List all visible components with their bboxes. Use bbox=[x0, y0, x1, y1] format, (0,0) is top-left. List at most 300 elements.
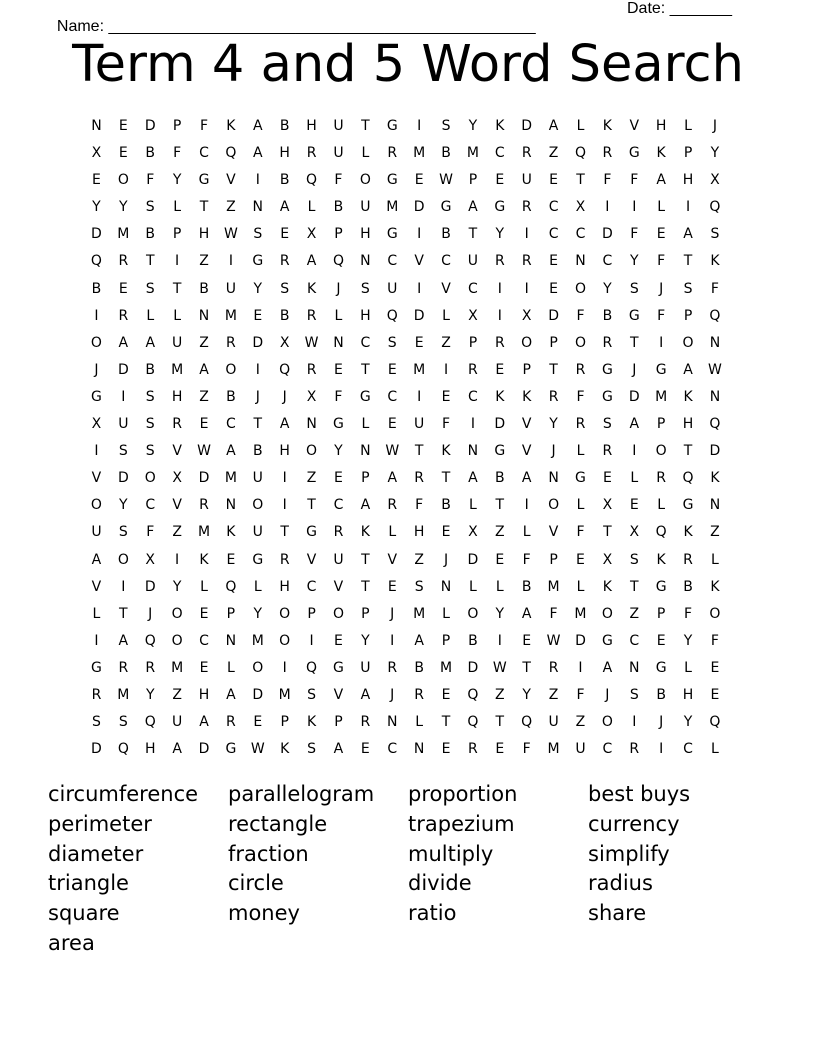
grid-letter: I bbox=[470, 416, 475, 433]
grid-letter: T bbox=[441, 714, 451, 731]
grid-letter: G bbox=[682, 497, 694, 514]
grid-letter: R bbox=[521, 145, 532, 162]
grid-letter: S bbox=[629, 280, 639, 297]
grid-letter: L bbox=[657, 199, 666, 216]
grid-letter: Y bbox=[334, 443, 343, 460]
grid-letter: O bbox=[171, 632, 183, 649]
grid-letter: D bbox=[198, 470, 210, 487]
grid-letter: E bbox=[334, 470, 343, 487]
grid-letter: D bbox=[709, 443, 721, 460]
grid-letter: T bbox=[549, 361, 558, 378]
grid-letter: D bbox=[575, 632, 586, 649]
grid-letter: R bbox=[602, 145, 613, 162]
grid-letter: A bbox=[306, 253, 317, 270]
grid-letter: Y bbox=[683, 632, 693, 649]
grid-letter: N bbox=[575, 253, 586, 270]
grid-letter: H bbox=[306, 118, 317, 134]
grid-letter: Z bbox=[495, 686, 505, 703]
grid-letter: B bbox=[145, 361, 156, 378]
grid-letter: K bbox=[602, 118, 612, 134]
grid-letter: R bbox=[629, 741, 640, 758]
grid-letter: L bbox=[469, 578, 477, 595]
grid-letter: M bbox=[547, 741, 560, 758]
grid-letter: E bbox=[656, 632, 666, 649]
grid-letter: O bbox=[467, 605, 479, 622]
grid-letter: W bbox=[304, 334, 319, 351]
grid-letter: S bbox=[387, 334, 397, 351]
grid-letter: A bbox=[548, 118, 559, 134]
grid-letter: D bbox=[117, 361, 129, 378]
grid-letter: Y bbox=[495, 605, 505, 622]
grid-letter: T bbox=[683, 253, 693, 270]
grid-letter: J bbox=[94, 361, 99, 378]
grid-letter: K bbox=[280, 741, 290, 758]
word-list-item: area bbox=[48, 930, 95, 955]
grid-letter: U bbox=[333, 118, 344, 134]
grid-letter: G bbox=[198, 172, 210, 189]
grid-letter: E bbox=[656, 226, 666, 243]
grid-letter: A bbox=[333, 741, 344, 758]
grid-letter: A bbox=[226, 686, 236, 703]
grid-letter: M bbox=[386, 199, 399, 216]
grid-letter: L bbox=[576, 118, 585, 134]
grid-letter: O bbox=[574, 280, 586, 297]
grid-letter: Y bbox=[710, 145, 720, 162]
grid-letter: F bbox=[630, 226, 639, 243]
grid-letter: R bbox=[360, 714, 371, 731]
grid-letter: S bbox=[145, 388, 155, 405]
grid-letter: P bbox=[656, 416, 666, 433]
grid-letter: E bbox=[441, 388, 451, 405]
name-field-label: Name: ________________________________________________ bbox=[56, 18, 536, 35]
grid-letter: P bbox=[172, 118, 182, 134]
grid-letter: X bbox=[602, 551, 613, 568]
grid-letter: N bbox=[306, 416, 317, 433]
grid-letter: M bbox=[547, 578, 560, 595]
grid-letter: A bbox=[414, 632, 424, 649]
grid-letter: Y bbox=[92, 199, 101, 216]
grid-letter: U bbox=[91, 524, 102, 541]
grid-letter: L bbox=[334, 307, 343, 324]
grid-letter: V bbox=[387, 551, 398, 568]
grid-letter: A bbox=[656, 172, 666, 189]
grid-letter: P bbox=[656, 605, 666, 622]
grid-letter: C bbox=[387, 253, 398, 270]
grid-letter: Z bbox=[575, 714, 586, 731]
grid-letter: F bbox=[173, 145, 182, 162]
grid-letter: R bbox=[145, 659, 156, 676]
grid-letter: K bbox=[710, 253, 720, 270]
grid-letter: N bbox=[252, 199, 264, 216]
grid-letter: S bbox=[92, 714, 101, 731]
grid-letter: T bbox=[522, 659, 531, 676]
grid-letter: C bbox=[441, 253, 451, 270]
grid-letter: I bbox=[255, 361, 260, 378]
grid-letter: R bbox=[575, 361, 586, 378]
grid-letter: G bbox=[225, 741, 237, 758]
grid-letter: T bbox=[280, 524, 289, 541]
grid-letter: N bbox=[467, 443, 479, 460]
grid-letter: E bbox=[334, 632, 343, 649]
grid-letter: L bbox=[173, 307, 182, 324]
grid-letter: R bbox=[279, 253, 290, 270]
grid-letter: E bbox=[495, 172, 505, 189]
grid-letter: I bbox=[282, 659, 287, 676]
grid-letter: G bbox=[655, 659, 667, 676]
grid-letter: P bbox=[468, 172, 478, 189]
grid-letter: T bbox=[441, 470, 451, 487]
word-list-item: currency bbox=[588, 811, 680, 836]
grid-letter: N bbox=[629, 659, 640, 676]
grid-letter: J bbox=[282, 388, 287, 405]
grid-letter: P bbox=[334, 226, 343, 243]
grid-letter: V bbox=[629, 118, 640, 134]
grid-letter: S bbox=[629, 686, 639, 703]
grid-letter: C bbox=[494, 145, 505, 162]
grid-letter: Z bbox=[199, 388, 209, 405]
word-list-item: perimeter bbox=[48, 811, 152, 836]
grid-letter: M bbox=[413, 605, 426, 622]
grid-letter: Y bbox=[119, 497, 128, 514]
grid-letter: M bbox=[197, 524, 211, 541]
grid-letter: E bbox=[387, 578, 397, 595]
grid-letter: I bbox=[228, 253, 233, 270]
grid-letter: X bbox=[172, 470, 182, 487]
grid-letter: F bbox=[522, 741, 531, 758]
grid-letter: F bbox=[576, 686, 585, 703]
grid-letter: A bbox=[683, 226, 693, 243]
grid-letter: Q bbox=[117, 741, 129, 758]
grid-letter: H bbox=[279, 145, 290, 162]
grid-letter: Z bbox=[199, 253, 209, 270]
grid-letter: W bbox=[250, 741, 265, 758]
grid-letter: R bbox=[548, 659, 559, 676]
grid-letter: O bbox=[90, 334, 102, 351]
grid-letter: Y bbox=[361, 632, 370, 649]
grid-letter: F bbox=[710, 280, 719, 297]
grid-letter: Q bbox=[709, 416, 721, 433]
grid-letter: Q bbox=[279, 361, 291, 378]
word-list-item: ratio bbox=[408, 901, 457, 926]
grid-letter: O bbox=[117, 172, 129, 189]
grid-letter: U bbox=[360, 659, 371, 676]
word-list-item: diameter bbox=[48, 841, 144, 866]
grid-letter: A bbox=[118, 632, 129, 649]
grid-letter: L bbox=[522, 524, 531, 541]
grid-letter: Z bbox=[548, 686, 559, 703]
grid-letter: L bbox=[576, 443, 585, 460]
grid-letter: F bbox=[603, 172, 612, 189]
grid-letter: K bbox=[710, 578, 720, 595]
grid-letter: G bbox=[655, 578, 667, 595]
grid-letter: Q bbox=[682, 470, 694, 487]
grid-letter: G bbox=[359, 388, 371, 405]
grid-letter: A bbox=[118, 334, 129, 351]
grid-letter: K bbox=[199, 551, 209, 568]
grid-letter: Y bbox=[253, 280, 263, 297]
grid-letter: I bbox=[282, 497, 287, 514]
grid-letter: K bbox=[360, 524, 370, 541]
grid-letter: I bbox=[175, 253, 180, 270]
grid-letter: E bbox=[549, 280, 559, 297]
word-list-item: money bbox=[228, 901, 300, 926]
grid-letter: J bbox=[336, 280, 341, 297]
grid-letter: W bbox=[385, 443, 400, 460]
grid-letter: O bbox=[252, 659, 264, 676]
grid-letter: O bbox=[682, 334, 694, 351]
grid-letter: E bbox=[253, 714, 263, 731]
grid-letter: L bbox=[469, 497, 477, 514]
grid-letter: P bbox=[468, 334, 478, 351]
grid-letter: I bbox=[417, 226, 422, 243]
grid-letter: R bbox=[602, 334, 613, 351]
grid-letter: V bbox=[91, 578, 102, 595]
grid-letter: G bbox=[91, 659, 102, 676]
grid-letter: A bbox=[521, 470, 532, 487]
grid-letter: D bbox=[252, 686, 264, 703]
grid-letter: K bbox=[495, 118, 505, 134]
grid-letter: E bbox=[710, 659, 720, 676]
grid-letter: A bbox=[145, 334, 156, 351]
grid-letter: H bbox=[279, 443, 290, 460]
grid-letter: M bbox=[655, 388, 668, 405]
grid-letter: B bbox=[279, 307, 290, 324]
grid-letter: R bbox=[521, 199, 532, 216]
grid-letter: B bbox=[441, 145, 451, 162]
grid-letter: G bbox=[494, 443, 506, 460]
grid-letter: T bbox=[307, 497, 316, 514]
grid-letter: P bbox=[361, 470, 370, 487]
grid-letter: T bbox=[361, 118, 370, 134]
word-list-item: parallelogram bbox=[228, 782, 375, 806]
grid-letter: R bbox=[575, 416, 586, 433]
grid-letter: I bbox=[578, 659, 583, 676]
grid-letter: Q bbox=[574, 145, 586, 162]
grid-letter: W bbox=[546, 632, 561, 649]
grid-letter: Q bbox=[521, 714, 533, 731]
grid-letter: O bbox=[225, 361, 237, 378]
grid-letter: O bbox=[144, 470, 156, 487]
grid-letter: M bbox=[251, 632, 264, 649]
grid-letter: U bbox=[387, 280, 398, 297]
grid-letter: R bbox=[306, 145, 317, 162]
grid-letter: B bbox=[414, 659, 424, 676]
grid-letter: X bbox=[521, 307, 532, 324]
grid-letter: E bbox=[387, 416, 397, 433]
grid-letter: I bbox=[659, 334, 664, 351]
grid-letter: E bbox=[360, 741, 370, 758]
grid-letter: B bbox=[521, 578, 532, 595]
grid-letter: B bbox=[683, 578, 693, 595]
grid-letter: P bbox=[307, 605, 316, 622]
grid-letter: C bbox=[360, 334, 371, 351]
grid-letter: P bbox=[226, 605, 236, 622]
grid-letter: X bbox=[468, 307, 478, 324]
grid-letter: L bbox=[307, 199, 316, 216]
grid-letter: M bbox=[171, 361, 184, 378]
grid-letter: U bbox=[252, 524, 263, 541]
grid-letter: Q bbox=[90, 253, 102, 270]
grid-letter: X bbox=[145, 551, 156, 568]
grid-letter: L bbox=[576, 578, 585, 595]
grid-letter: U bbox=[333, 551, 344, 568]
grid-letter: H bbox=[682, 686, 694, 703]
grid-letter: J bbox=[712, 118, 717, 134]
grid-letter: E bbox=[199, 659, 209, 676]
grid-letter: G bbox=[333, 416, 344, 433]
grid-letter: S bbox=[360, 280, 370, 297]
grid-letter: C bbox=[199, 145, 209, 162]
grid-letter: Y bbox=[603, 280, 612, 297]
word-list-item: rectangle bbox=[228, 811, 328, 836]
grid-letter: L bbox=[657, 497, 666, 514]
grid-letter: Z bbox=[414, 551, 424, 568]
grid-letter: O bbox=[252, 497, 264, 514]
grid-letter: R bbox=[387, 659, 398, 676]
grid-letter: S bbox=[414, 578, 424, 595]
grid-letter: N bbox=[198, 307, 210, 324]
grid-letter: R bbox=[494, 253, 505, 270]
grid-letter: Q bbox=[225, 578, 237, 595]
date-field-label: Date: _______ bbox=[627, 0, 732, 17]
grid-letter: S bbox=[145, 280, 155, 297]
grid-letter: X bbox=[91, 416, 102, 433]
grid-letter: Y bbox=[253, 605, 263, 622]
grid-letter: E bbox=[495, 361, 505, 378]
grid-letter: B bbox=[226, 388, 236, 405]
grid-letter: Q bbox=[386, 307, 398, 324]
grid-letter: I bbox=[94, 632, 99, 649]
grid-letter: Y bbox=[522, 686, 531, 703]
grid-letter: C bbox=[306, 578, 317, 595]
grid-letter: M bbox=[439, 659, 453, 676]
grid-letter: B bbox=[91, 280, 102, 297]
grid-letter: M bbox=[224, 470, 237, 487]
grid-letter: X bbox=[306, 388, 317, 405]
grid-letter: Q bbox=[306, 172, 318, 189]
grid-letter: H bbox=[360, 307, 371, 324]
grid-letter: U bbox=[414, 416, 425, 433]
grid-letter: F bbox=[657, 307, 666, 324]
grid-letter: R bbox=[387, 497, 398, 514]
grid-letter: D bbox=[117, 470, 129, 487]
grid-letter: J bbox=[605, 686, 610, 703]
grid-letter: K bbox=[683, 388, 693, 405]
grid-letter: N bbox=[387, 714, 398, 731]
grid-letter: I bbox=[94, 443, 99, 460]
grid-letter: D bbox=[144, 578, 156, 595]
grid-letter: J bbox=[390, 605, 395, 622]
grid-letter: W bbox=[223, 226, 238, 243]
grid-letter: H bbox=[413, 524, 425, 541]
grid-letter: D bbox=[521, 118, 533, 134]
grid-letter: V bbox=[548, 524, 559, 541]
grid-letter: S bbox=[253, 226, 263, 243]
grid-letter: C bbox=[602, 741, 613, 758]
grid-letter: L bbox=[495, 578, 504, 595]
grid-letter: H bbox=[682, 416, 694, 433]
grid-letter: U bbox=[252, 470, 263, 487]
grid-letter: Q bbox=[467, 686, 479, 703]
grid-letter: X bbox=[306, 226, 317, 243]
grid-letter: P bbox=[549, 334, 558, 351]
grid-letter: D bbox=[467, 659, 479, 676]
grid-letter: F bbox=[199, 118, 209, 134]
grid-letter: F bbox=[415, 497, 424, 514]
grid-letter: Q bbox=[655, 524, 667, 541]
grid-letter: C bbox=[199, 632, 209, 649]
grid-letter: N bbox=[360, 443, 371, 460]
word-list-item: radius bbox=[588, 871, 653, 896]
grid-letter: E bbox=[280, 226, 290, 243]
grid-letter: V bbox=[226, 172, 236, 189]
grid-letter: W bbox=[708, 361, 722, 378]
grid-letter: S bbox=[145, 199, 155, 216]
grid-letter: L bbox=[684, 118, 692, 134]
grid-letter: F bbox=[576, 307, 585, 324]
grid-letter: A bbox=[629, 416, 640, 433]
grid-letter: R bbox=[548, 388, 559, 405]
grid-letter: N bbox=[91, 118, 102, 134]
grid-letter: W bbox=[197, 443, 211, 460]
grid-letter: B bbox=[333, 199, 344, 216]
grid-letter: E bbox=[441, 686, 451, 703]
grid-letter: I bbox=[417, 388, 422, 405]
grid-letter: M bbox=[224, 307, 237, 324]
grid-letter: X bbox=[602, 497, 613, 514]
grid-letter: D bbox=[494, 416, 506, 433]
grid-letter: R bbox=[656, 470, 667, 487]
grid-letter: O bbox=[601, 605, 613, 622]
grid-letter: I bbox=[417, 118, 422, 134]
grid-letter: T bbox=[172, 280, 182, 297]
grid-letter: M bbox=[171, 659, 184, 676]
grid-letter: B bbox=[495, 470, 505, 487]
grid-letter: V bbox=[172, 497, 182, 514]
grid-letter: E bbox=[414, 334, 424, 351]
grid-letter: T bbox=[361, 578, 370, 595]
grid-letter: E bbox=[522, 632, 532, 649]
grid-letter: R bbox=[683, 551, 693, 568]
grid-letter: N bbox=[225, 497, 237, 514]
grid-letter: T bbox=[629, 578, 639, 595]
grid-letter: B bbox=[279, 172, 290, 189]
word-list-item: trapezium bbox=[408, 811, 515, 836]
grid-letter: I bbox=[659, 741, 664, 758]
grid-letter: E bbox=[92, 172, 101, 189]
grid-letter: G bbox=[601, 388, 613, 405]
grid-letter: K bbox=[710, 470, 720, 487]
grid-letter: N bbox=[709, 334, 721, 351]
grid-letter: S bbox=[683, 280, 693, 297]
grid-letter: A bbox=[602, 659, 613, 676]
grid-letter: C bbox=[226, 416, 236, 433]
grid-letter: U bbox=[548, 714, 559, 731]
grid-letter: S bbox=[602, 416, 612, 433]
grid-letter: R bbox=[521, 253, 532, 270]
grid-letter: A bbox=[360, 497, 371, 514]
grid-letter: Q bbox=[306, 659, 318, 676]
grid-letter: U bbox=[467, 253, 479, 270]
grid-letter: O bbox=[332, 605, 344, 622]
grid-letter: X bbox=[629, 524, 640, 541]
grid-letter: F bbox=[710, 632, 719, 649]
grid-letter: V bbox=[414, 253, 424, 270]
grid-letter: D bbox=[628, 388, 640, 405]
grid-letter: L bbox=[361, 145, 370, 162]
page-title: Term 4 and 5 Word Search bbox=[72, 35, 744, 94]
grid-letter: H bbox=[144, 741, 156, 758]
